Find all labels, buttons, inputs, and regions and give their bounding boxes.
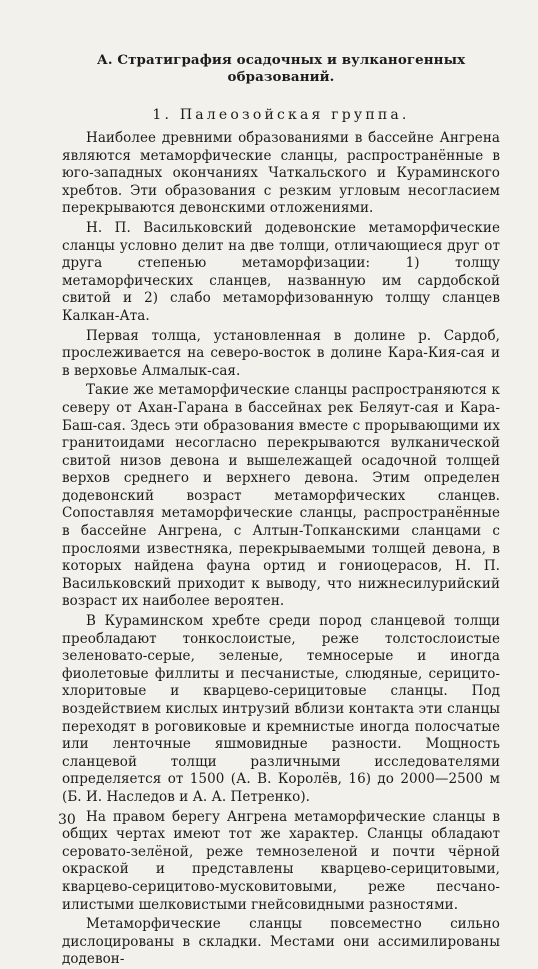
paragraph-2: Н. П. Васильковский додевонские метаморфические сланцы условно делит на две толщи, отличающиеся друг от друга степенью метаморфизации: 1) толщу метаморфических сланцев, названную им сардобской свитой и 2) слабо метаморфизованную толщу сланцев Калкан-Ата. bbox=[62, 219, 500, 324]
paragraph-5: В Кураминском хребте среди пород сланцевой толщи преобладают тонкослоистые, реже толстослоистые зеленовато-серые, зеленые, темносерые и иногда фиолетовые филлиты и песчанистые, слюдяные, серицито-хлоритовые и кварцево-серицитовые сланцы. Под воздействием кислых интрузий вблизи контакта эти сланцы переходят в роговиковые и кремнистые иногда полосчатые или ленточные яшмовидные разности. Мощность сланцевой толщи различными исследователями определяется от 1500 (А. В. Королёв, 16) до 2000—2500 м (Б. И. Наследов и А. А. Петренко). bbox=[62, 613, 500, 805]
paragraph-6: На правом берегу Ангрена метаморфические сланцы в общих чертах имеют тот же характер. Сланцы обладают серовато-зелёной, реже темнозеленой и почти чёрной окраской и представлены кварцево-серицитовыми, кварцево-серицитово-мусковитовыми, реже песчано-илистыми шелковистыми гнейсовидными разностями. bbox=[62, 808, 500, 913]
subsection-title: 1. Палеозойская группа. bbox=[152, 107, 410, 123]
paragraph-7: Метаморфические сланцы повсеместно сильно дислоцированы в складки. Местами они ассимилированы додевон- bbox=[62, 916, 500, 968]
paragraph-3: Первая толща, установленная в долине р. Сардоб, прослеживается на северо-восток в долине Кара-Кия-сая и в верховье Алмалык-сая. bbox=[62, 327, 500, 379]
section-title: А. Стратиграфия осадочных и вулканогенных образований. bbox=[96, 52, 466, 85]
paragraph-1: Наиболее древними образованиями в бассейне Ангрена являются метаморфические сланцы, распространённые в юго-западных окончаниях Чаткальского и Кураминского хребтов. Эти образования с резким угловым несогласием перекрываются девонскими отложениями. bbox=[62, 130, 500, 217]
page-number: 30 bbox=[58, 812, 76, 828]
paragraph-4: Такие же метаморфические сланцы распространяются к северу от Ахан-Гарана в бассейнах рек Беляут-сая и Кара-Баш-сая. Здесь эти образования вместе с прорывающими их гранитоидами несогласно перекрываются вулканической свитой низов девона и вышележащей осадочной толщей верхов среднего и верхнего девона. Этим определен додевонский возраст метаморфических сланцев. Сопоставляя метаморфические сланцы, распространённые в бассейне Ангрена, с Алтын-Топканскими сланцами с прослоями известняка, перекрываемыми толщей девона, в которых найдена фауна ортид и гониоцерасов, Н. П. Васильковский приходит к выводу, что нижнесилурийский возраст их наиболее вероятен. bbox=[62, 382, 500, 610]
